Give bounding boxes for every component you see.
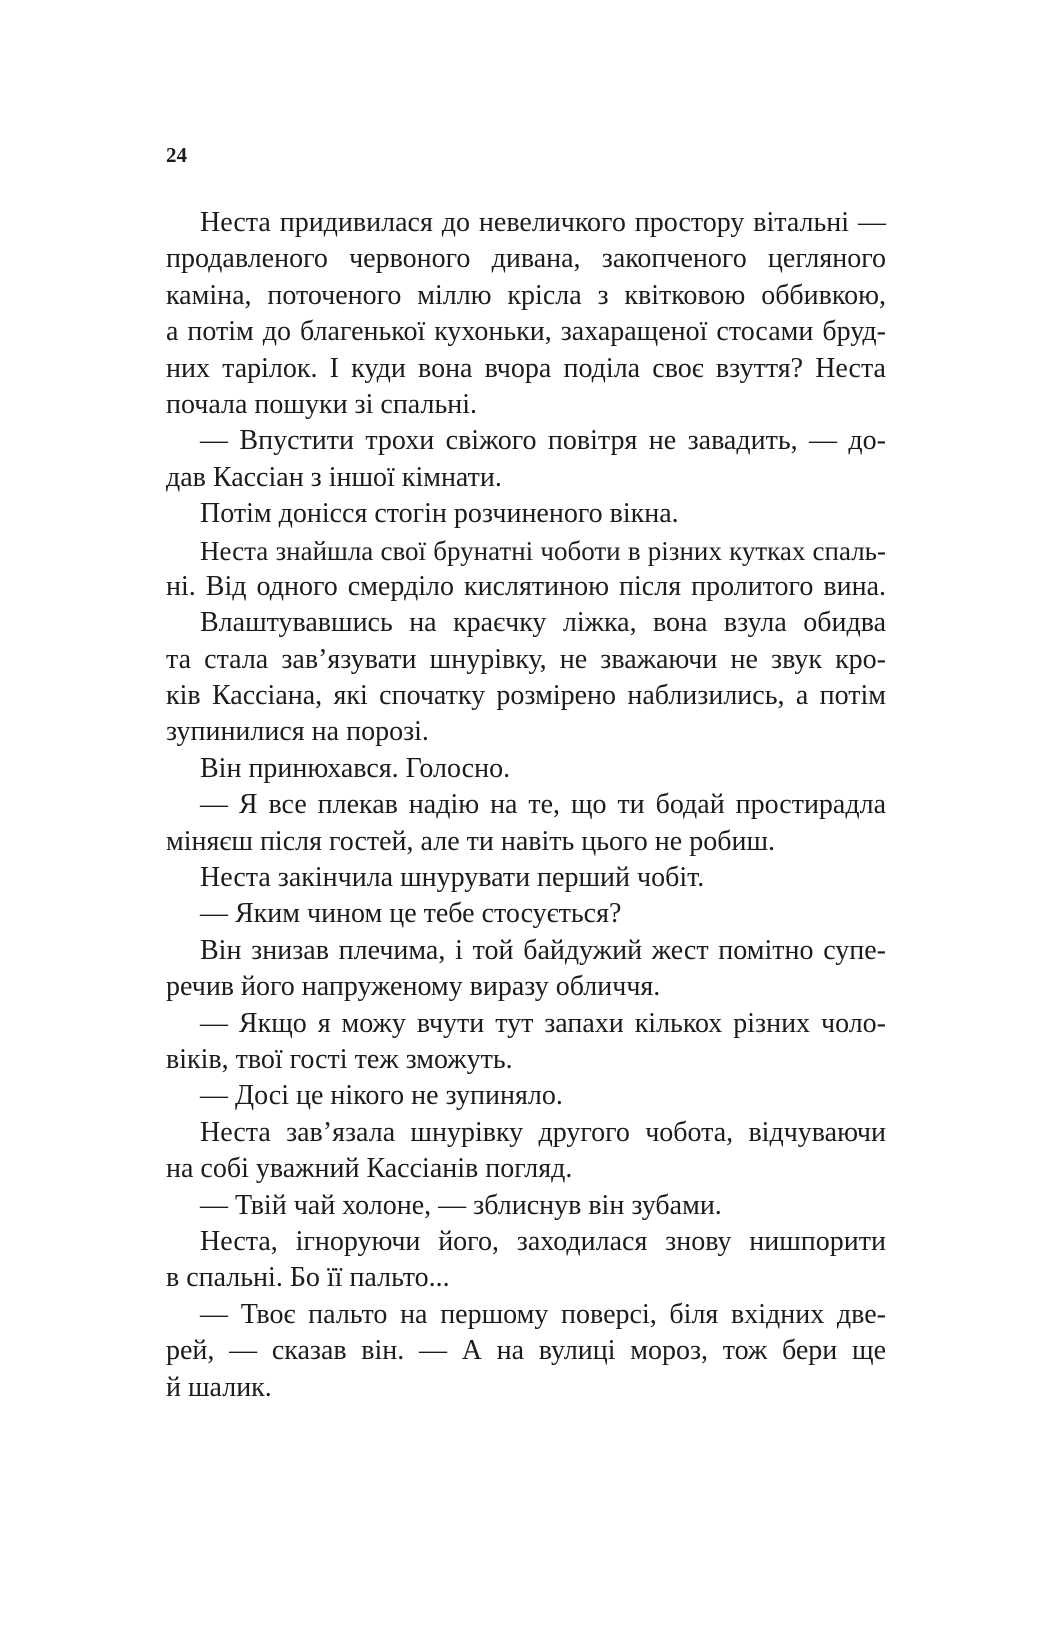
text-line: й шалик.: [166, 1371, 272, 1403]
text-line: а потім до благенької кухоньки, захаращеної стосами бруд-: [166, 316, 886, 348]
text-line: дав Кассіан з іншої кімнати.: [166, 461, 502, 493]
text-line: — Твоє пальто на першому поверсі, біля вхідних две-: [200, 1298, 886, 1330]
text-line: Неста закінчила шнурувати перший чобіт.: [200, 862, 705, 894]
text-line: продавленого червоного дивана, закопченого цегляного: [166, 243, 886, 275]
text-line: віків, твої гості теж зможуть.: [166, 1043, 513, 1075]
text-line: на собі уважний Кассіанів погляд.: [166, 1153, 573, 1185]
text-line: — Досі це нікого не зупиняло.: [200, 1080, 563, 1112]
text-line: Неста зав’язала шнурівку другого чобота, відчуваючи: [200, 1116, 886, 1148]
text-line: — Якщо я можу вчути тут запахи кількох різних чоло-: [200, 1007, 886, 1039]
text-line: Неста придивилася до невеличкого простору вітальні —: [200, 207, 886, 238]
text-line: Потім донісся стогін розчиненого вікна.: [200, 498, 679, 530]
text-line: Він знизав плечима, і той байдужий жест помітно супе-: [200, 934, 886, 966]
text-line: ків Кассіана, які спочатку розмірено наблизились, а потім: [166, 680, 886, 712]
text-line: в спальні. Бо її пальто...: [166, 1262, 450, 1294]
text-line: — Впустити трохи свіжого повітря не завадить, — до-: [200, 425, 886, 457]
text-line: Неста знайшла свої брунатні чоботи в різних кутках спаль-: [200, 535, 886, 566]
text-line: — Я все плекав надію на те, що ти бодай простирадла: [200, 789, 886, 821]
text-line: них тарілок. І куди вона вчора поділа своє взуття? Неста: [166, 352, 886, 384]
text-line: Неста, ігноруючи його, заходилася знову нишпорити: [200, 1225, 886, 1257]
text-line: каміна, поточеного міллю крісла з квітковою оббивкою,: [166, 279, 886, 311]
text-line: Влаштувавшись на краєчку ліжка, вона взула обидва: [200, 607, 886, 639]
text-line: рей, — сказав він. — А на вулиці мороз, тож бери ще: [166, 1335, 886, 1367]
text-line: ні. Від одного смерділо кислятиною після пролитого вина.: [166, 570, 886, 602]
text-line: почала пошуки зі спальні.: [166, 388, 477, 420]
page-number: 24: [166, 143, 187, 167]
text-line: — Яким чином це тебе стосується?: [200, 898, 622, 930]
text-line: — Твій чай холоне, — зблиснув він зубами.: [200, 1189, 722, 1221]
text-line: міняєш після гостей, але ти навіть цього не робиш.: [166, 825, 775, 857]
text-line: Він принюхався. Голосно.: [200, 752, 511, 784]
text-line: та стала зав’язувати шнурівку, не зважаючи не звук кро-: [166, 643, 886, 675]
text-line: речив його напруженому виразу обличчя.: [166, 971, 661, 1003]
text-line: зупинилися на порозі.: [166, 716, 429, 748]
body-text: [166, 205, 886, 1406]
